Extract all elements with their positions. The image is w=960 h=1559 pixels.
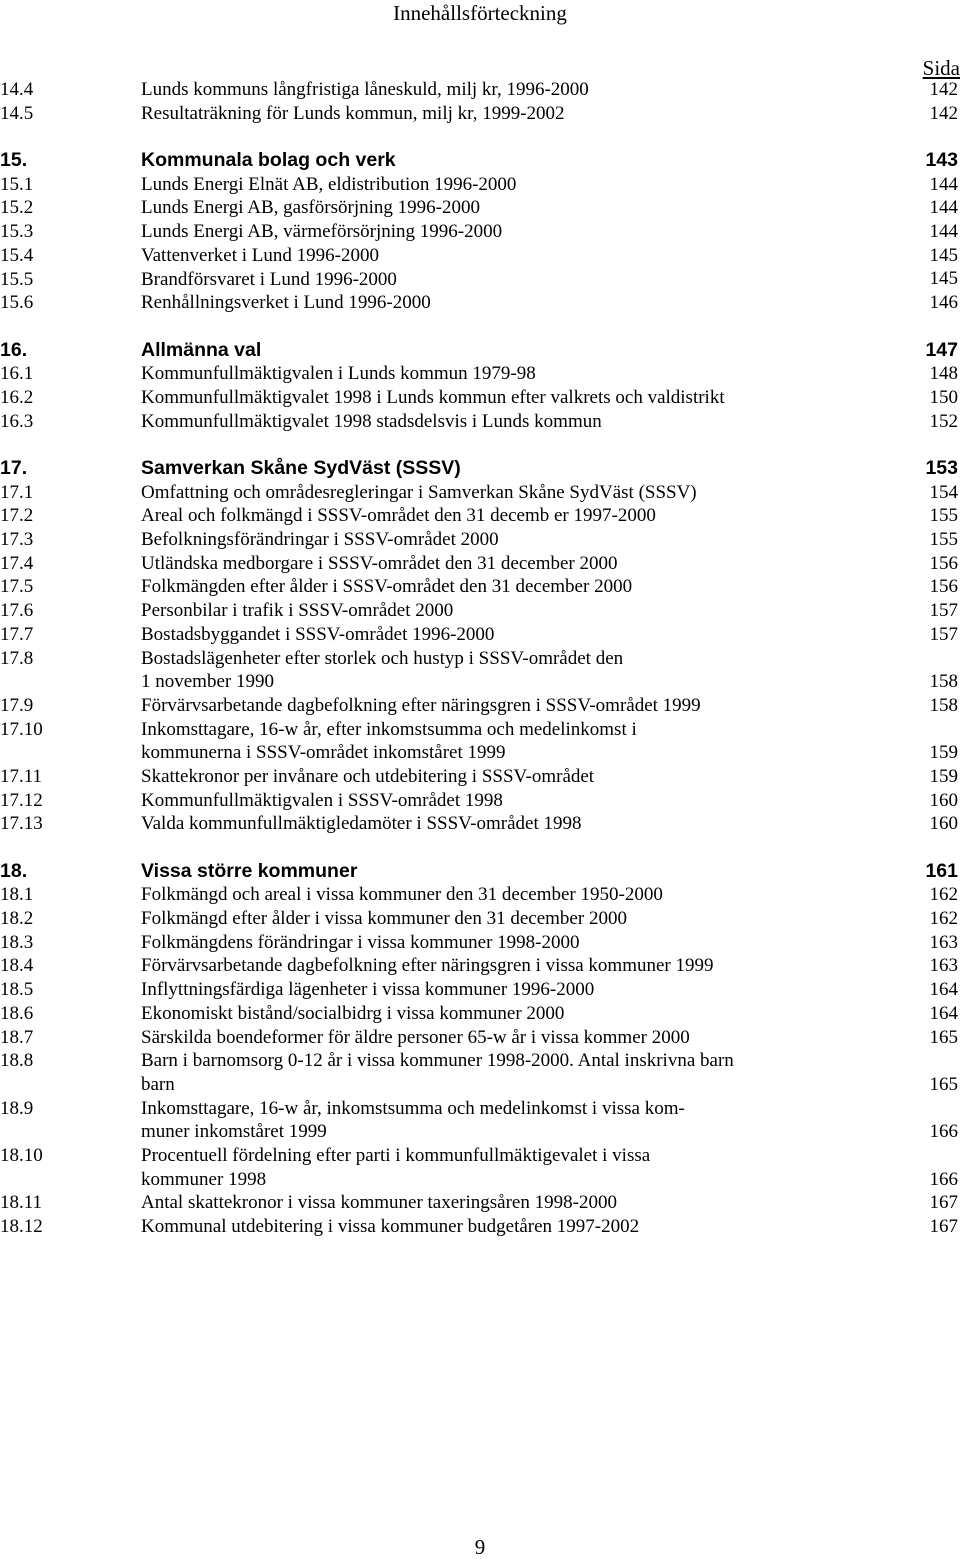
entry-page: 166 <box>929 1168 958 1190</box>
entry-page: 142 <box>929 102 958 124</box>
entry-number: 15.1 <box>0 173 34 195</box>
entry-number: 15.5 <box>0 268 34 290</box>
entry-page: 154 <box>929 481 958 503</box>
entry-title-line: Barn i barnomsorg 0-12 år i vissa kommuner 1998-2000. Antal inskrivna barn <box>141 1050 734 1072</box>
entry-page: 164 <box>929 1002 958 1024</box>
toc-entry <box>0 694 960 718</box>
entry-page: 159 <box>929 765 958 787</box>
entry-title <box>141 528 901 552</box>
entry-title <box>141 481 901 505</box>
entry-title <box>141 978 901 1002</box>
entry-title <box>141 1097 901 1144</box>
entry-title <box>141 1026 901 1050</box>
entry-number: 18.8 <box>0 1050 34 1072</box>
entry-title <box>141 410 901 434</box>
section-title: Allmänna val <box>141 338 262 361</box>
entry-page: 157 <box>929 623 958 645</box>
toc-entry <box>0 647 960 694</box>
entry-title <box>141 575 901 599</box>
entry-page: 163 <box>929 931 958 953</box>
entry-page: 142 <box>929 78 958 100</box>
entry-number: 16.3 <box>0 410 34 432</box>
entry-title <box>141 718 901 765</box>
entry-number: 18.9 <box>0 1097 34 1119</box>
toc-entry <box>0 504 960 528</box>
entry-title-line: Vattenverket i Lund 1996-2000 <box>141 244 379 266</box>
entry-page: 144 <box>929 221 958 243</box>
page-column-label: Sida <box>922 56 960 80</box>
entry-title <box>141 386 901 410</box>
entry-number: 18.5 <box>0 979 34 1001</box>
toc-entry <box>0 931 960 955</box>
toc-entry <box>0 1144 960 1191</box>
entry-page: 152 <box>929 410 958 432</box>
toc-entry <box>0 789 960 813</box>
entry-page: 145 <box>929 268 958 290</box>
toc-entry <box>0 362 960 386</box>
entry-title <box>141 812 901 836</box>
toc-entry <box>0 268 960 292</box>
entry-number: 18.12 <box>0 1216 43 1238</box>
entry-title-line: Kommunfullmäktigvalen i SSSV-området 1998 <box>141 789 503 811</box>
entry-title-line: Inkomsttagare, 16-w år, inkomstsumma och medelinkomst i vissa kom- <box>141 1097 685 1119</box>
entry-title <box>141 1144 901 1191</box>
toc-entry <box>0 1049 960 1096</box>
entry-title-line: kommunerna i SSSV-området inkomståret 1999 <box>141 742 506 764</box>
entry-page: 158 <box>929 671 958 693</box>
entry-title <box>141 552 901 576</box>
entry-number: 18.10 <box>0 1145 43 1166</box>
entry-page: 160 <box>929 813 958 835</box>
entry-title-line: Lunds kommuns långfristiga låneskuld, milj kr, 1996-2000 <box>141 79 589 100</box>
entry-title <box>141 78 901 102</box>
toc-entry <box>0 765 960 789</box>
toc-entry <box>0 623 960 647</box>
entry-number: 18.4 <box>0 955 34 977</box>
entry-title <box>141 931 901 955</box>
toc-entry <box>0 1191 960 1215</box>
entry-title <box>141 1191 901 1215</box>
toc-entry <box>0 954 960 978</box>
entry-number: 14.5 <box>0 102 34 124</box>
section-heading <box>0 339 960 363</box>
entry-title-line: Omfattning och områdesregleringar i Samverkan Skåne SydVäst (SSSV) <box>141 481 697 503</box>
entry-number: 17.4 <box>0 552 34 574</box>
entry-number: 17.3 <box>0 529 34 551</box>
entry-page: 166 <box>929 1121 958 1143</box>
entry-number: 16.2 <box>0 386 34 408</box>
toc-entry <box>0 718 960 765</box>
entry-title <box>141 623 901 647</box>
entry-title-line: Brandförsvaret i Lund 1996-2000 <box>141 268 397 290</box>
entry-page: 162 <box>929 884 958 906</box>
entry-number: 15.6 <box>0 292 34 314</box>
entry-title-line: Folkmängdens förändringar i vissa kommuner 1998-2000 <box>141 931 580 953</box>
entry-title <box>141 1049 901 1096</box>
entry-title-line: Lunds Energi AB, gasförsörjning 1996-2000 <box>141 197 480 219</box>
toc-entry <box>0 812 960 836</box>
entry-page: 144 <box>929 197 958 219</box>
entry-number: 18.3 <box>0 931 34 953</box>
toc-entry <box>0 220 960 244</box>
entry-title <box>141 362 901 386</box>
entry-title-line: Förvärvsarbetande dagbefolkning efter näringsgren i SSSV-området 1999 <box>141 694 701 716</box>
entry-title-line: Förvärvsarbetande dagbefolkning efter näringsgren i vissa kommuner 1999 <box>141 955 714 977</box>
entry-page: 145 <box>929 244 958 266</box>
entry-number: 18.7 <box>0 1026 34 1048</box>
entry-title <box>141 196 901 220</box>
entry-title <box>141 173 901 197</box>
toc-entry <box>0 575 960 599</box>
entry-title <box>141 789 901 813</box>
toc-entry <box>0 528 960 552</box>
entry-title <box>141 291 901 315</box>
entry-title-line: Lunds Energi AB, värmeförsörjning 1996-2000 <box>141 221 503 243</box>
entry-title <box>141 102 901 126</box>
entry-title <box>141 1215 901 1239</box>
toc-entry <box>0 599 960 623</box>
section-page: 147 <box>925 338 958 361</box>
entry-title-line: 1 november 1990 <box>141 671 274 693</box>
entry-number: 16.1 <box>0 363 34 385</box>
entry-page: 150 <box>929 386 958 408</box>
entry-title-line: Kommunfullmäktigvalet 1998 i Lunds kommun efter valkrets och valdistrikt <box>141 386 725 408</box>
entry-title <box>141 907 901 931</box>
entry-number: 17.8 <box>0 647 34 669</box>
entry-number: 18.2 <box>0 908 34 930</box>
toc-entry <box>0 291 960 315</box>
entry-number: 17.9 <box>0 694 34 716</box>
entry-title-line: Renhållningsverket i Lund 1996-2000 <box>141 292 431 314</box>
entry-number: 14.4 <box>0 79 34 100</box>
section-heading <box>0 457 960 481</box>
entry-title-line: Utländska medborgare i SSSV-området den 31 december 2000 <box>141 552 618 574</box>
toc-entry <box>0 244 960 268</box>
entry-title <box>141 1002 901 1026</box>
toc-entry <box>0 410 960 434</box>
entry-title <box>141 883 901 907</box>
entry-title-line: Areal och folkmängd i SSSV-området den 31 decemb er 1997-2000 <box>141 505 656 527</box>
section-heading <box>0 149 960 173</box>
entry-title <box>141 244 901 268</box>
entry-number: 18.11 <box>0 1192 43 1214</box>
entry-title-line: Antal skattekronor i vissa kommuner taxeringsåren 1998-2000 <box>141 1192 617 1214</box>
toc-entry <box>0 78 960 102</box>
entry-title <box>141 954 901 978</box>
section-number: 17. <box>0 457 28 479</box>
entry-number: 17.5 <box>0 576 34 598</box>
entry-title <box>141 220 901 244</box>
entry-number: 15.4 <box>0 244 34 266</box>
section-page: 143 <box>925 149 958 172</box>
entry-title-line: Personbilar i trafik i SSSV-området 2000 <box>141 600 454 622</box>
entry-page: 156 <box>929 552 958 574</box>
entry-page: 164 <box>929 979 958 1001</box>
entry-title-line: Inkomsttagare, 16-w år, efter inkomstsumma och medelinkomst i <box>141 718 637 740</box>
page-number: 9 <box>474 1535 486 1559</box>
entry-page: 159 <box>929 742 958 764</box>
entry-title-line: Folkmängd och areal i vissa kommuner den 31 december 1950-2000 <box>141 884 663 906</box>
entry-page: 155 <box>929 505 958 527</box>
section-title: Vissa större kommuner <box>141 859 358 882</box>
section-page: 153 <box>925 456 958 479</box>
entry-title <box>141 268 901 292</box>
entry-page: 155 <box>929 529 958 551</box>
toc-entry <box>0 1026 960 1050</box>
section-title: Kommunala bolag och verk <box>141 149 396 172</box>
entry-number: 17.11 <box>0 765 43 787</box>
toc-entry <box>0 386 960 410</box>
entry-page: 148 <box>929 363 958 385</box>
entry-title <box>141 694 901 718</box>
entry-page: 163 <box>929 955 958 977</box>
page-title: Innehållsförteckning <box>393 1 567 25</box>
entry-number: 17.1 <box>0 481 34 503</box>
entry-title-line: Resultaträkning för Lunds kommun, milj kr, 1999-2002 <box>141 102 565 124</box>
entry-page: 165 <box>929 1026 958 1048</box>
entry-number: 15.2 <box>0 197 34 219</box>
entry-title <box>141 765 901 789</box>
entry-title-line: Befolkningsförändringar i SSSV-området 2000 <box>141 529 499 551</box>
entry-page: 157 <box>929 600 958 622</box>
entry-number: 17.2 <box>0 505 34 527</box>
entry-number: 18.1 <box>0 884 34 906</box>
entry-title-line: barn <box>141 1073 175 1095</box>
toc-entry <box>0 196 960 220</box>
entry-number: 17.7 <box>0 623 34 645</box>
section-title: Samverkan Skåne SydVäst (SSSV) <box>141 457 461 479</box>
entry-page: 146 <box>929 292 958 314</box>
entry-title <box>141 647 901 694</box>
entry-title-line: Inflyttningsfärdiga lägenheter i vissa kommuner 1996-2000 <box>141 979 595 1001</box>
toc-entry <box>0 1002 960 1026</box>
entry-title-line: Bostadsbyggandet i SSSV-området 1996-2000 <box>141 623 495 645</box>
entry-page: 162 <box>929 908 958 930</box>
entry-title-line: Procentuell fördelning efter parti i kommunfullmäktigevalet i vissa <box>141 1145 651 1166</box>
entry-title-line: Valda kommunfullmäktigledamöter i SSSV-området 1998 <box>141 813 582 835</box>
entry-number: 15.3 <box>0 221 34 243</box>
entry-title <box>141 599 901 623</box>
entry-title-line: Särskilda boendeformer för äldre personer 65-w år i vissa kommer 2000 <box>141 1026 690 1048</box>
toc-entry <box>0 883 960 907</box>
entry-title-line: Lunds Energi Elnät AB, eldistribution 1996-2000 <box>141 173 517 195</box>
entry-page: 165 <box>929 1073 958 1095</box>
entry-number: 17.13 <box>0 813 43 835</box>
toc-entry <box>0 907 960 931</box>
entry-title-line: kommuner 1998 <box>141 1168 267 1190</box>
toc-entry <box>0 481 960 505</box>
section-number: 16. <box>0 338 28 361</box>
entry-title-line: Folkmängd efter ålder i vissa kommuner den 31 december 2000 <box>141 908 627 930</box>
entry-number: 17.6 <box>0 600 34 622</box>
section-page: 161 <box>925 859 958 882</box>
section-number: 18. <box>0 859 28 882</box>
entry-number: 18.6 <box>0 1002 34 1024</box>
toc-entry <box>0 978 960 1002</box>
entry-title-line: Kommunal utdebitering i vissa kommuner budgetåren 1997-2002 <box>141 1216 640 1238</box>
section-number: 15. <box>0 149 28 172</box>
toc-entry <box>0 1215 960 1239</box>
entry-number: 17.12 <box>0 789 43 811</box>
table-of-contents <box>0 78 960 1239</box>
toc-entry <box>0 102 960 126</box>
entry-title-line: Kommunfullmäktigvalet 1998 stadsdelsvis i Lunds kommun <box>141 410 602 432</box>
entry-page: 167 <box>929 1216 958 1238</box>
entry-title-line: Skattekronor per invånare och utdebitering i SSSV-området <box>141 765 595 787</box>
entry-title <box>141 504 901 528</box>
entry-page: 156 <box>929 576 958 598</box>
entry-page: 158 <box>929 694 958 716</box>
section-heading <box>0 860 960 884</box>
entry-page: 160 <box>929 789 958 811</box>
entry-title-line: muner inkomståret 1999 <box>141 1121 327 1143</box>
entry-title-line: Ekonomiskt bistånd/socialbidrg i vissa kommuner 2000 <box>141 1002 565 1024</box>
entry-page: 167 <box>929 1192 958 1214</box>
entry-title-line: Bostadslägenheter efter storlek och hustyp i SSSV-området den <box>141 647 624 669</box>
toc-entry <box>0 552 960 576</box>
entry-page: 144 <box>929 173 958 195</box>
entry-number: 17.10 <box>0 718 43 740</box>
toc-entry <box>0 173 960 197</box>
entry-title-line: Kommunfullmäktigvalen i Lunds kommun 1979-98 <box>141 363 536 385</box>
entry-title-line: Folkmängden efter ålder i SSSV-området den 31 december 2000 <box>141 576 633 598</box>
toc-entry <box>0 1097 960 1144</box>
